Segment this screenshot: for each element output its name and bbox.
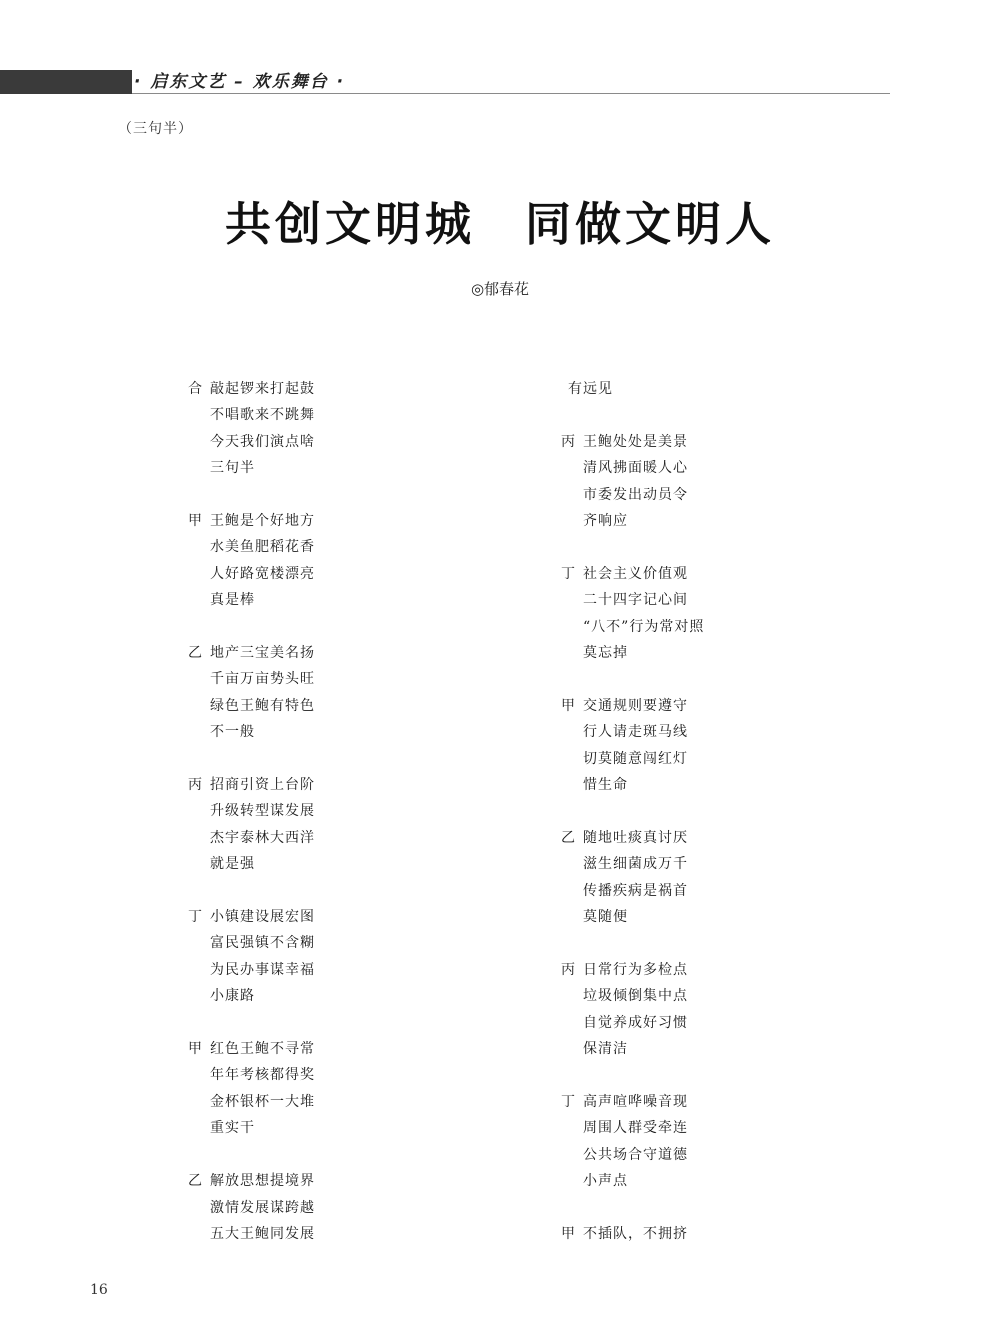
verse-line: 公共场合守道德	[583, 1146, 688, 1163]
stanza	[561, 693, 861, 799]
verse-line: 齐响应	[583, 513, 628, 530]
speaker-label: 乙	[188, 1173, 202, 1190]
verse-line: 有远见	[568, 381, 613, 397]
verse-line: 五大王鲍同发展	[210, 1225, 315, 1242]
verse-line: 重实干	[210, 1120, 255, 1137]
verse-line: 敲起锣来打起鼓	[210, 381, 315, 397]
speaker-label: 乙	[561, 829, 575, 846]
stanza	[188, 1168, 488, 1247]
stanza	[561, 1221, 861, 1247]
verse-line: 人好路宽楼漂亮	[210, 565, 315, 582]
verse-line: 红色王鲍不寻常	[210, 1041, 315, 1058]
verse-line: 市委发出动员令	[583, 486, 688, 503]
speaker-label: 丁	[188, 909, 202, 926]
verse-line: 解放思想提境界	[210, 1173, 315, 1190]
speaker-label: 丁	[561, 565, 575, 582]
speaker-label: 丁	[561, 1093, 575, 1110]
speaker-label: 甲	[188, 1041, 202, 1058]
verse-line: 切莫随意闯红灯	[583, 750, 688, 767]
verse-line: 保清洁	[583, 1041, 628, 1058]
verse-line: 随地吐痰真讨厌	[583, 829, 688, 846]
speaker-label: 甲	[188, 513, 202, 530]
verse-line: 今天我们演点啥	[210, 433, 315, 450]
speaker-label: 乙	[188, 645, 202, 662]
stanza	[188, 1036, 488, 1142]
stanza	[561, 1089, 861, 1195]
speaker-label: 丙	[188, 777, 202, 794]
verse-line: 垃圾倾倒集中点	[583, 988, 688, 1005]
speaker-label: 甲	[561, 697, 575, 714]
verse-line: 日常行为多检点	[583, 961, 688, 978]
stanza	[561, 429, 861, 535]
article-title: 共创文明城 同做文明人	[225, 197, 775, 251]
speaker-label: 甲	[561, 1225, 575, 1242]
author-byline: ◎郁春花	[470, 280, 530, 298]
verse-line: 杰宇泰林大西洋	[210, 829, 315, 846]
page-number: 16	[90, 1282, 108, 1298]
left-column	[188, 376, 488, 1274]
verse-line: 传播疾病是祸首	[583, 882, 688, 899]
stanza	[561, 376, 861, 402]
verse-line: 富民强镇不含糊	[210, 935, 315, 952]
verse-line: 水美鱼肥稻花香	[210, 539, 315, 556]
verse-line: “八不”行为常对照	[583, 618, 705, 635]
verse-line: 升级转型谋发展	[210, 803, 315, 820]
verse-line: 莫忘掉	[583, 645, 628, 662]
speaker-label: 丙	[561, 961, 575, 978]
genre-subtitle: （三句半）	[118, 121, 193, 137]
verse-line: 千亩万亩势头旺	[210, 671, 315, 688]
verse-line: 年年考核都得奖	[210, 1067, 315, 1084]
stanza	[188, 772, 488, 878]
verse-line: 地产三宝美名扬	[210, 645, 315, 662]
verse-line: 不唱歌来不跳舞	[210, 407, 315, 424]
stanza	[561, 957, 861, 1063]
verse-line: 激情发展谋跨越	[210, 1199, 315, 1216]
header-divider	[132, 93, 890, 94]
header-bar	[0, 70, 132, 94]
verse-line: 小康路	[210, 988, 255, 1005]
verse-line: 不一般	[210, 724, 255, 741]
right-column	[561, 376, 861, 1274]
verse-line: 社会主义价值观	[583, 565, 688, 582]
verse-line: 惜生命	[583, 777, 628, 794]
verse-line: 莫随便	[583, 909, 628, 926]
stanza	[561, 561, 861, 667]
verse-line: 清风拂面暖人心	[583, 460, 688, 477]
verse-line: 就是强	[210, 856, 255, 873]
verse-line: 不插队，不拥挤	[583, 1225, 688, 1242]
verse-line: 真是棒	[210, 592, 255, 609]
verse-line: 王鲍处处是美景	[583, 433, 688, 450]
verse-line: 周围人群受牵连	[583, 1120, 688, 1137]
stanza	[188, 904, 488, 1010]
verse-line: 高声喧哗噪音现	[583, 1093, 688, 1110]
speaker-label: 合	[188, 381, 202, 397]
verse-line: 滋生细菌成万千	[583, 856, 688, 873]
verse-line: 招商引资上台阶	[210, 777, 315, 794]
verse-line: 小声点	[583, 1173, 628, 1190]
verse-line: 自觉养成好习惯	[583, 1014, 688, 1031]
verse-line: 王鲍是个好地方	[210, 513, 315, 530]
stanza	[188, 640, 488, 746]
verse-line: 行人请走斑马线	[583, 724, 688, 741]
verse-line: 为民办事谋幸福	[210, 961, 315, 978]
verse-line: 交通规则要遵守	[583, 697, 688, 714]
speaker-label: 丙	[561, 433, 575, 450]
verse-line: 三句半	[210, 460, 255, 477]
stanza	[188, 376, 488, 482]
stanza	[188, 508, 488, 614]
verse-line: 金杯银杯一大堆	[210, 1093, 315, 1110]
section-header: · 启东文艺 – 欢乐舞台 ·	[134, 72, 346, 92]
verse-line: 二十四字记心间	[583, 592, 688, 609]
stanza	[561, 825, 861, 931]
verse-line: 绿色王鲍有特色	[210, 697, 315, 714]
verse-line: 小镇建设展宏图	[210, 909, 315, 926]
